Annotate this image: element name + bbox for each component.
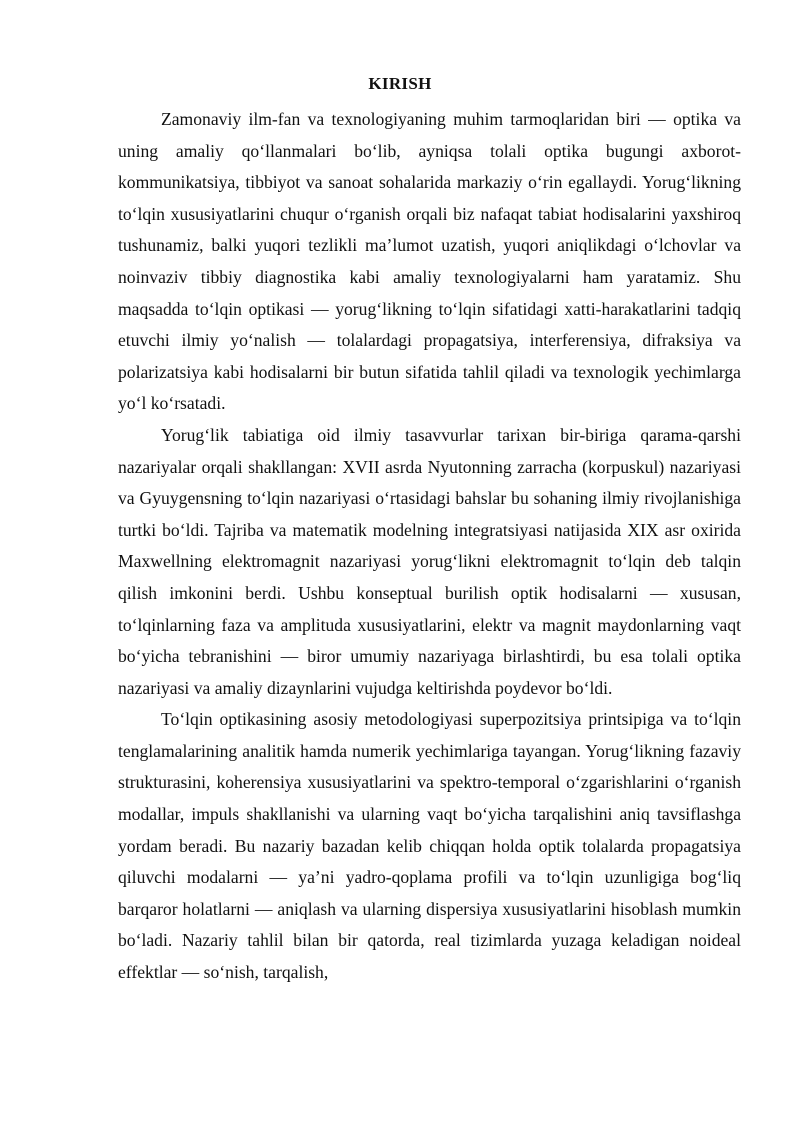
page-title: KIRISH	[368, 74, 432, 93]
paragraph-history: Yorug‘lik tabiatiga oid ilmiy tasavvurlar tarixan bir-biriga qarama-qarshi nazariyalar orqali shakllangan: XVII asrda Nyutonning zarracha (korpuskul) nazariyasi va Gyuygensning to‘lqin nazariyasi o‘rtasidagi bahslar bu sohaning ilmiy rivojlanishiga turtki bo‘ldi. Tajriba va matematik modelning integratsiyasi natijasida XIX asr oxirida Maxwellning elektromagnit nazariyasi yorug‘likni elektromagnit to‘lqin deb talqin qilish imkonini berdi. Ushbu konseptual burilish optik hodisalarni — xususan, to‘lqinlarning faza va amplituda xususiyatlarini, elektr va magnit maydonlarning vaqt bo‘yicha tebranishini — biror umumiy nazariyaga birlashtirdi, bu esa tolali optika nazariyasi va amaliy dizaynlarini vujudga keltirishda poydevor bo‘ldi.	[118, 424, 741, 698]
document-body	[118, 104, 741, 989]
paragraph-methodology: To‘lqin optikasining asosiy metodologiyasi superpozitsiya printsipiga va to‘lqin tenglamalarining analitik hamda numerik yechimlariga tayangan. Yorug‘likning fazaviy strukturasini, koherensiya xususiyatlarini va spektro-temporal o‘zgarishlarini o‘rganish modallar, impuls shakllanishi va ularning vaqt bo‘yicha tarqalishini aniq tavsiflashga yordam beradi. Bu nazariy bazadan kelib chiqqan holda optik tolalarda propagatsiya qiluvchi modalarni — ya’ni yadro-qoplama profili va to‘lqin uzunligiga bog‘liq barqaror holatlarni — aniqlash va ularning dispersiya xususiyatlarini hisoblash mumkin bo‘ladi. Nazariy tahlil bilan bir qatorda, real tizimlarda yuzaga keladigan noideal effektlar — so‘nish, tarqalish,	[118, 709, 741, 983]
paragraph-intro: Zamonaviy ilm-fan va texnologiyaning muhim tarmoqlaridan biri — optika va uning amaliy qo‘llanmalari bo‘lib, ayniqsa tolali optika bugungi axborot-kommunikatsiya, tibbiyot va sanoat sohalarida markaziy o‘rin egallaydi. Yorug‘likning to‘lqin xususiyatlarini chuqur o‘rganish orqali biz nafaqat tabiat hodisalarini yaxshiroq tushunamiz, balki yuqori tezlikli ma’lumot uzatish, yuqori aniqlikdagi o‘lchovlar va noinvaziv tibbiy diagnostika kabi amaliy texnologiyalarni ham yaratamiz. Shu maqsadda to‘lqin optikasi — yorug‘likning to‘lqin sifatidagi xatti-harakatlarini tadqiq etuvchi ilmiy yo‘nalish — tolalardagi propagatsiya, interferensiya, difraksiya va polarizatsiya kabi hodisalarni bir butun sifatida tahlil qiladi va texnologik yechimlarga yo‘l ko‘rsatadi.	[118, 109, 741, 414]
